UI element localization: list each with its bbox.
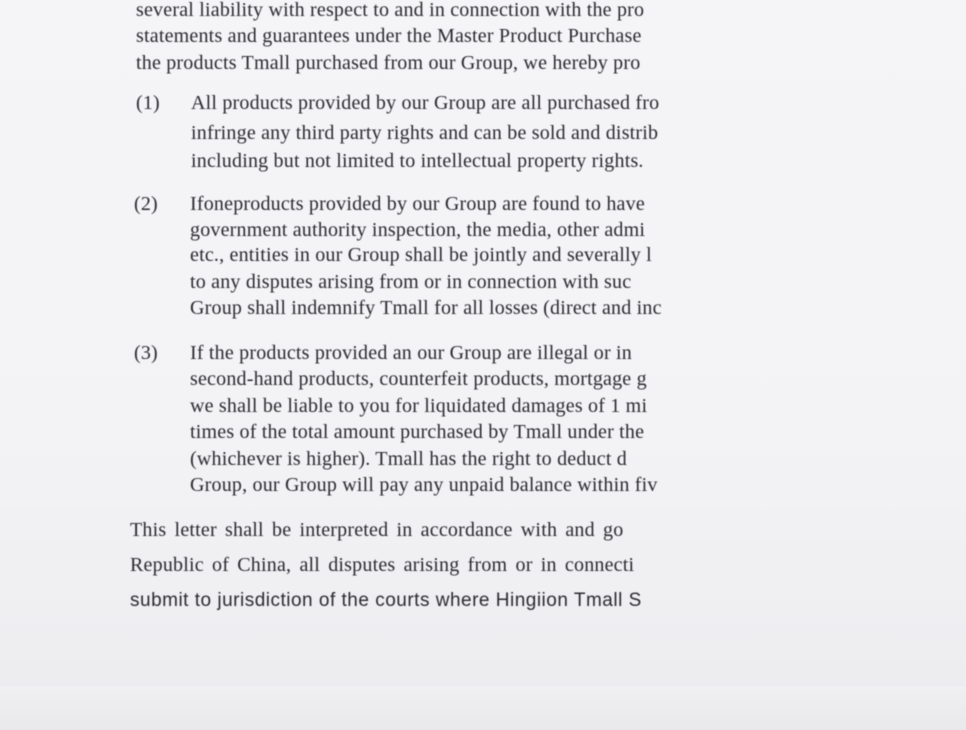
item-2-line: to any disputes arising from or in connection with suc [190,271,632,293]
item-3-line: If the products provided an our Group are illegal or in [190,342,632,364]
item-1-marker: (1) [136,92,160,114]
item-2-line: Group shall indemnify Tmall for all losses (direct and inc [190,297,662,319]
item-3-marker: (3) [134,342,158,364]
item-2-line: government authority inspection, the media, other admi [190,219,646,241]
item-1-line: All products provided by our Group are all purchased fro [191,92,660,114]
item-3-line: times of the total amount purchased by Tmall under the [190,421,645,443]
closing-line: submit to jurisdiction of the courts where Hingiion Tmall S [130,590,642,611]
item-3-line: we shall be liable to you for liquidated damages of 1 mi [190,395,648,417]
closing-line: Republic of China, all disputes arising from or in connecti [130,554,635,576]
intro-line: statements and guarantees under the Master Product Purchase [136,25,642,47]
item-2-marker: (2) [134,193,158,215]
item-3-line: (whichever is higher). Tmall has the right to deduct d [190,448,627,470]
page-bottom-edge [0,686,966,730]
item-3-line: second-hand products, counterfeit products, mortgage g [190,368,647,390]
intro-line: the products Tmall purchased from our Group, we hereby pro [136,52,641,74]
item-2-line: etc., entities in our Group shall be jointly and severally l [190,244,652,266]
item-1-line: including but not limited to intellectual property rights. [191,150,644,172]
item-2-line: Ifoneproducts provided by our Group are found to have [190,193,645,215]
item-3-line: Group, our Group will pay any unpaid balance within fiv [190,474,658,496]
item-1-line: infringe any third party rights and can be sold and distrib [191,122,659,144]
closing-line: This letter shall be interpreted in accordance with and go [130,519,624,541]
intro-line: several liability with respect to and in connection with the pro [136,0,645,21]
